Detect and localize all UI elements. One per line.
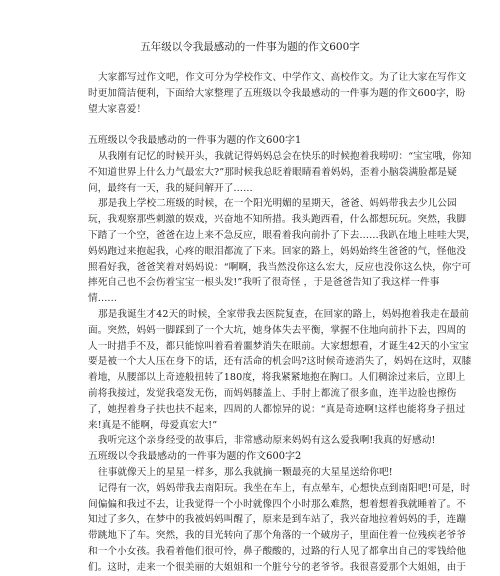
text-line: 带跳地下了车。突然，我的目光转向了那个角落的一个破房子，里面住着一位残疾老爷爷: [88, 530, 467, 542]
text-line: 和一个小女孩。我看着他们很可怜，鼻子酸酸的，过路的行人见了都拿出自己的零钱给他: [88, 545, 467, 557]
section-heading: 五班级以令我最感动的一件事为题的作文600字1: [88, 135, 302, 147]
text-line: 记得有一次，妈妈带我去南阳玩。我坐在车上，有点晕车，心想快点到南阳吧!可是，时: [98, 482, 471, 494]
text-line: 着地，从腰部以上奇迹般扭转了180度，将我紧紧地抱在胸口。人们稠涂过来后，立即上: [88, 372, 466, 384]
text-line: 情……: [88, 293, 118, 305]
text-line: 大家都写过作文吧，作文可分为学校作文、中学作文、高校作文。为了让大家在写作文: [98, 72, 467, 83]
text-line: [88, 117, 428, 133]
text-line: 摔死自己也不会伤着宝宝一根头发!”我听了很奇怪 ，于是爸爸告知了我这样一件事: [88, 277, 440, 289]
document-body: [88, 70, 476, 576]
text-line: 人一时措手不及，都只能惊叫着看着噩梦消失在眼前。大家想想看，才诞生42天的小宝宝: [88, 340, 469, 352]
text-line: 间偏偏和我过不去，让我觉得一个小时就像四个小时那么难熬，想着想着我就睡着了。不: [88, 498, 467, 510]
text-line: 面。突然，妈妈一脚踩到了一个大坑，她身体失去平衡，掌握不住地向前扑下去，四周的: [88, 324, 467, 336]
text-line: 了，她捏着身子扶也扶不起来，四周的人都惊异的说：“真是奇迹啊!这样也能将身子扭过: [88, 403, 466, 415]
text-line: 从我刚有记忆的时候开头，我就记得妈妈总会在快乐的时候抱着我唠叨：“宝宝哦，你知: [98, 150, 472, 162]
text-line: 那是我上学校二班级的时候，在一个阳光明媚的星期天，爸爸、妈妈带我去少儿公园: [98, 198, 457, 210]
text-line: 玩，我观察那些刺激的娱戏，兴奋地不知所措。我头跑西看，什么都想玩玩。突然，我脚: [88, 214, 467, 226]
document-title: 五年级以令我最感动的一件事为题的作文600字: [140, 41, 360, 53]
text-line: 往事就像天上的星星一样多，那么我就摘一颗最亮的大星星送给你吧!: [98, 466, 393, 478]
section-heading: 五班级以令我最感动的一件事为题的作文600字2: [88, 451, 302, 463]
text-line: 问，最终有一天，我的疑问解开了……: [88, 182, 253, 194]
text-line: 前将我接过，发觉我毫发无伤，而妈妈膝盖上、手肘上都流了很多血，连半边脸也擦伤: [88, 387, 457, 399]
text-line: 不知道世界上什么力气最宏大?”那时候我总眨着眼睛看着妈妈，歪着小脑袋满脸都是疑: [88, 166, 457, 178]
text-line: 照看好我，爸爸笑着对妈妈说：“啊啊，我当然没你这么宏大，反应也没你这么快，你宁可: [88, 261, 472, 273]
text-line: 要是被一个大人压在身下的话，还有活命的机会吗?这时候奇迹消失了，妈妈在这时，双膝: [88, 356, 472, 368]
text-line: 妈妈跑过来抱起我，心疼的眼泪都流了下来。回家的路上，妈妈始终生爸爸的气，怪他没: [88, 245, 467, 257]
text-line: 我听完这个亲身经受的故事后，非常感动原来妈妈有这么爱我啊!我真的好感动!: [98, 435, 436, 447]
text-line: 时更加简洁便利，下面给大家整理了五班级以令我最感动的一件事为题的作文600字，盼: [88, 87, 466, 99]
text-line: 望大家喜爱！: [88, 103, 147, 115]
text-line: 下踏了一个空，爸爸在边上来不急反应，眼看着我向前扑了下去……我趴在地上哇哇大哭，: [88, 229, 476, 241]
text-line: 来!真是不能啊，母爱真宏大!”: [88, 419, 218, 431]
text-line: 知过了多久，在梦中的我被妈妈叫醒了，原来是到车站了，我兴奋地拉着妈妈的手，连蹦: [88, 514, 467, 526]
text-line: 们。这时，走来一个很美丽的大姐姐和一个脏兮兮的老爷爷。我很喜爱那个大姐姐，由于: [88, 561, 467, 573]
text-line: 那是我诞生才42天的时候，全家带我去医院复查，在回家的路上，妈妈抱着我走在最前: [98, 308, 470, 320]
